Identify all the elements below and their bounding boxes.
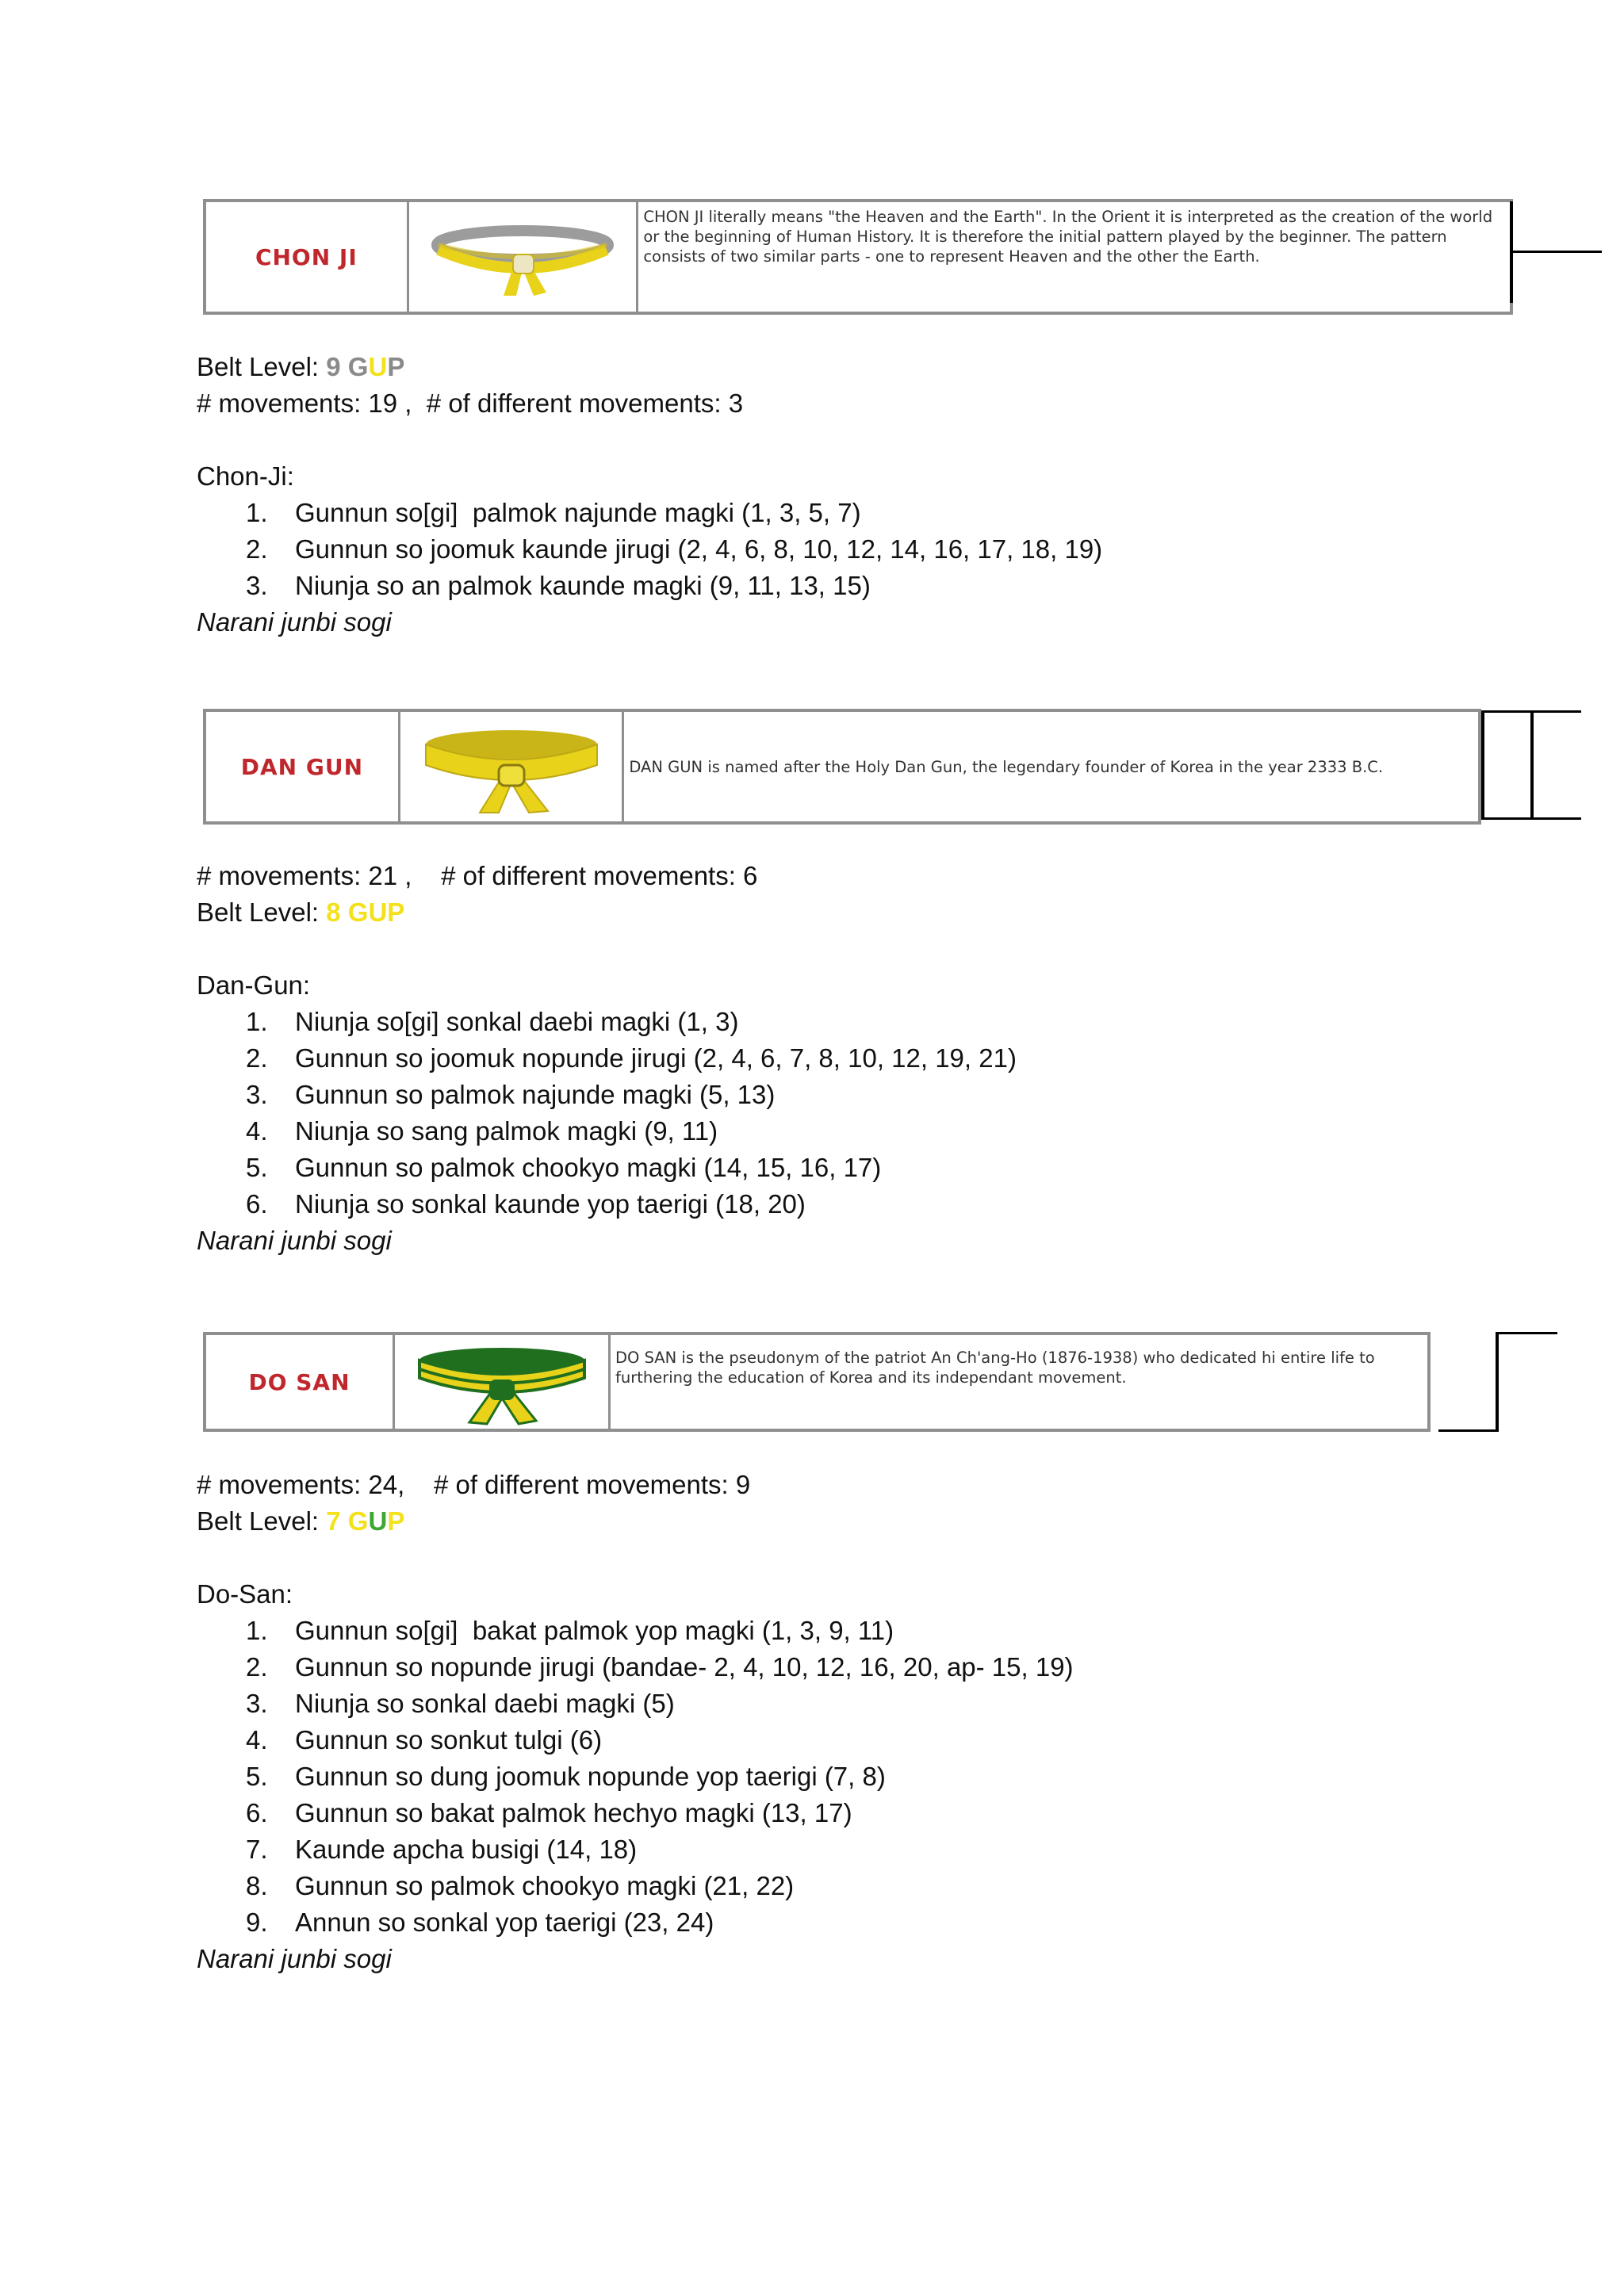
belt-level-part: P	[387, 1506, 405, 1536]
chon-ji-banner	[203, 199, 1513, 315]
list-item: 2. Gunnun so nopunde jirugi (bandae- 2, 4, 10, 12, 16, 20, ap- 15, 19)	[246, 1652, 1074, 1682]
belt-level-line	[197, 894, 1017, 931]
list-item: 3. Niunja so sonkal daebi magki (5)	[246, 1689, 675, 1718]
closing-stance: Narani junbi sogi	[197, 1226, 392, 1255]
movements-line: # movements: 24, # of different movements: 9	[197, 1470, 751, 1499]
yellow-grey-belt-icon	[409, 202, 639, 312]
chon-ji-section	[197, 349, 1102, 641]
movement-list	[197, 495, 1102, 604]
dan-gun-section	[197, 858, 1017, 1259]
movement-list	[197, 1613, 1074, 1941]
belt-level-part: 9 G	[326, 352, 369, 381]
do-san-section	[197, 1467, 1074, 1977]
movements-line: # movements: 19 , # of different movements: 3	[197, 388, 744, 418]
do-san-banner	[203, 1332, 1431, 1432]
corner-mark	[1510, 251, 1602, 253]
list-item: 3. Gunnun so palmok najunde magki (5, 13)	[246, 1080, 776, 1109]
yellow-belt-icon	[400, 712, 625, 821]
belt-level-line	[197, 1503, 1074, 1540]
list-item: 4. Niunja so sang palmok magki (9, 11)	[246, 1116, 718, 1146]
chon-ji-banner-name: CHON JI	[206, 202, 409, 312]
closing-stance: Narani junbi sogi	[197, 607, 392, 637]
dan-gun-banner	[203, 709, 1481, 825]
dan-gun-banner-name: DAN GUN	[206, 712, 400, 821]
closing-stance: Narani junbi sogi	[197, 1944, 392, 1973]
list-item: 2. Gunnun so joomuk nopunde jirugi (2, 4, 6, 7, 8, 10, 12, 19, 21)	[246, 1043, 1017, 1073]
dan-gun-description: DAN GUN is named after the Holy Dan Gun, the legendary founder of Korea in the year 2333 B.C.	[629, 757, 1384, 776]
corner-mark	[1481, 817, 1581, 820]
belt-level-part: U	[368, 1506, 388, 1536]
corner-mark	[1438, 1429, 1499, 1432]
belt-level-label: Belt Level:	[197, 352, 327, 381]
corner-mark	[1496, 1332, 1557, 1334]
corner-mark	[1530, 710, 1534, 820]
belt-level-line	[197, 349, 1102, 385]
belt-level-part: 7 G	[326, 1506, 369, 1536]
corner-mark	[1481, 710, 1484, 820]
pattern-heading: Dan-Gun:	[197, 970, 311, 1000]
corner-mark	[1481, 710, 1581, 713]
list-item: 3. Niunja so an palmok kaunde magki (9, 11, 13, 15)	[246, 571, 871, 600]
corner-mark	[1496, 1332, 1499, 1432]
pattern-heading: Chon-Ji:	[197, 461, 294, 491]
list-item: 7. Kaunde apcha busigi (14, 18)	[246, 1835, 638, 1864]
belt-level-value	[326, 897, 404, 927]
belt-level-value	[326, 1506, 404, 1536]
list-item: 1. Gunnun so[gi] bakat palmok yop magki (1, 3, 9, 11)	[246, 1616, 894, 1645]
movement-list	[197, 1004, 1017, 1223]
belt-level-value	[326, 352, 404, 381]
pattern-heading: Do-San:	[197, 1579, 293, 1609]
belt-level-part: U	[368, 352, 388, 381]
list-item: 5. Gunnun so dung joomuk nopunde yop taerigi (7, 8)	[246, 1762, 886, 1791]
belt-level-part: 8 GUP	[326, 897, 405, 927]
belt-level-label: Belt Level:	[197, 897, 327, 927]
movements-line: # movements: 21 , # of different movements: 6	[197, 861, 758, 890]
list-item: 5. Gunnun so palmok chookyo magki (14, 15, 16, 17)	[246, 1153, 882, 1182]
do-san-banner-name: DO SAN	[206, 1335, 395, 1429]
list-item: 1. Niunja so[gi] sonkal daebi magki (1, 3)	[246, 1007, 739, 1036]
list-item: 2. Gunnun so joomuk kaunde jirugi (2, 4, 6, 8, 10, 12, 14, 16, 17, 18, 19)	[246, 534, 1103, 564]
list-item: 1. Gunnun so[gi] palmok najunde magki (1, 3, 5, 7)	[246, 498, 861, 527]
list-item: 8. Gunnun so palmok chookyo magki (21, 22)	[246, 1871, 795, 1900]
belt-level-label: Belt Level:	[197, 1506, 327, 1536]
chon-ji-description: CHON JI literally means "the Heaven and the Earth". In the Orient it is interpreted as the creation of the world or the beginning of Human History. It is therefore the initial pattern played by the beginner. The pattern consists of two similar parts - one to represent Heaven and the other the Earth.	[643, 208, 1493, 266]
belt-level-part: P	[387, 352, 405, 381]
yellow-green-belt-icon	[395, 1335, 611, 1429]
list-item: 9. Annun so sonkal yop taerigi (23, 24)	[246, 1908, 714, 1937]
list-item: 4. Gunnun so sonkut tulgi (6)	[246, 1725, 603, 1755]
do-san-description: DO SAN is the pseudonym of the patriot An Ch'ang-Ho (1876-1938) who dedicated hi entire life to furthering the education of Korea and its independant movement.	[615, 1349, 1375, 1387]
list-item: 6. Niunja so sonkal kaunde yop taerigi (18, 20)	[246, 1189, 806, 1219]
list-item: 6. Gunnun so bakat palmok hechyo magki (13, 17)	[246, 1798, 852, 1827]
